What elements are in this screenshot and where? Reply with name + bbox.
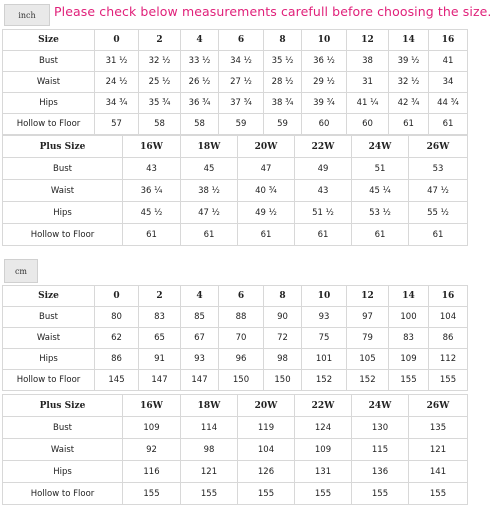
inch-standard-size-table [2,29,468,135]
measurement-cell: 92 [123,439,181,461]
size-column-header: Size [3,286,95,307]
measurement-cell: 49 [295,158,352,180]
measurement-cell: 40 ¾ [238,180,295,202]
size-header-cell: 0 [95,30,139,51]
cm-plus-size-table [2,394,468,505]
measurement-label: Bust [3,307,95,328]
measurement-cell: 45 [181,158,238,180]
measurement-cell: 109 [123,417,181,439]
measurement-cell: 61 [389,114,429,135]
measurement-cell: 31 [347,72,389,93]
size-header-cell: 6 [219,30,264,51]
size-header-cell: 8 [264,286,302,307]
measurement-cell: 98 [181,439,238,461]
measurement-cell: 65 [139,328,181,349]
measurement-cell: 145 [95,370,139,391]
measurement-cell: 67 [181,328,219,349]
measurement-label: Bust [3,417,123,439]
measurement-cell: 61 [295,224,352,246]
measurement-label: Hollow to Floor [3,370,95,391]
measurement-cell: 35 ¾ [139,93,181,114]
table-row [3,439,468,461]
size-column-header: Plus Size [3,395,123,417]
measurement-cell: 59 [264,114,302,135]
measurement-cell: 135 [409,417,468,439]
measurement-cell: 53 ½ [352,202,409,224]
inch-unit-tab: inch [4,4,50,26]
measurement-cell: 72 [264,328,302,349]
header-row [3,395,468,417]
measurement-cell: 38 [347,51,389,72]
measurement-cell: 34 ¾ [95,93,139,114]
size-header-cell: 24W [352,395,409,417]
measurement-cell: 47 ½ [181,202,238,224]
measurement-cell: 35 ½ [264,51,302,72]
measurement-label: Hollow to Floor [3,224,123,246]
measurement-cell: 79 [347,328,389,349]
size-header-cell: 20W [238,395,295,417]
measurement-cell: 41 ¼ [347,93,389,114]
inch-plus-size-table [2,135,468,246]
measurement-cell: 29 ½ [302,72,347,93]
size-header-cell: 14 [389,30,429,51]
measurement-cell: 28 ½ [264,72,302,93]
measurement-cell: 147 [181,370,219,391]
measurement-cell: 34 [429,72,468,93]
measurement-cell: 100 [389,307,429,328]
measurement-cell: 83 [389,328,429,349]
measurement-cell: 26 ½ [181,72,219,93]
table-row [3,461,468,483]
measurement-cell: 61 [409,224,468,246]
measurement-cell: 47 ½ [409,180,468,202]
measurement-label: Waist [3,180,123,202]
measurement-cell: 38 ½ [181,180,238,202]
measurement-label: Waist [3,328,95,349]
table-row [3,158,468,180]
table-row [3,202,468,224]
measurement-cell: 42 ¾ [389,93,429,114]
table-row [3,224,468,246]
table-row [3,307,468,328]
measurement-cell: 25 ½ [139,72,181,93]
measurement-cell: 61 [123,224,181,246]
measurement-cell: 155 [123,483,181,505]
measurement-cell: 45 ¼ [352,180,409,202]
table-row [3,328,468,349]
measurement-cell: 152 [302,370,347,391]
measurement-cell: 93 [302,307,347,328]
measurement-cell: 59 [219,114,264,135]
measurement-cell: 62 [95,328,139,349]
measurement-cell: 85 [181,307,219,328]
measurement-cell: 126 [238,461,295,483]
measurement-cell: 36 ¾ [181,93,219,114]
measurement-cell: 86 [429,328,468,349]
measurement-cell: 61 [429,114,468,135]
size-header-cell: 12 [347,30,389,51]
measurement-cell: 124 [295,417,352,439]
size-header-cell: 6 [219,286,264,307]
size-header-cell: 4 [181,286,219,307]
measurement-cell: 36 ½ [302,51,347,72]
measurement-cell: 39 ½ [389,51,429,72]
size-header-cell: 14 [389,286,429,307]
measurement-cell: 93 [181,349,219,370]
size-header-cell: 26W [409,395,468,417]
measurement-cell: 38 ¾ [264,93,302,114]
measurement-cell: 150 [219,370,264,391]
measurement-cell: 116 [123,461,181,483]
measurement-cell: 43 [123,158,181,180]
size-header-cell: 22W [295,136,352,158]
measurement-cell: 155 [181,483,238,505]
measurement-cell: 104 [238,439,295,461]
measurement-cell: 58 [139,114,181,135]
header-row [3,30,468,51]
header-row [3,136,468,158]
measurement-cell: 105 [347,349,389,370]
measurement-cell: 61 [181,224,238,246]
measurement-cell: 41 [429,51,468,72]
size-header-cell: 16W [123,395,181,417]
size-header-cell: 18W [181,395,238,417]
measurement-label: Hollow to Floor [3,483,123,505]
measurement-cell: 112 [429,349,468,370]
measurement-cell: 119 [238,417,295,439]
measurement-label: Hollow to Floor [3,114,95,135]
measurement-cell: 109 [295,439,352,461]
measurement-cell: 97 [347,307,389,328]
table-row [3,51,468,72]
measurement-cell: 70 [219,328,264,349]
measurement-cell: 101 [302,349,347,370]
measurement-label: Hips [3,349,95,370]
table-row [3,483,468,505]
size-header-cell: 18W [181,136,238,158]
measurement-cell: 24 ½ [95,72,139,93]
size-header-cell: 20W [238,136,295,158]
table-row [3,349,468,370]
size-header-cell: 8 [264,30,302,51]
measurement-cell: 36 ¼ [123,180,181,202]
measurement-label: Bust [3,158,123,180]
size-header-cell: 24W [352,136,409,158]
measurement-cell: 51 [352,158,409,180]
size-header-cell: 10 [302,30,347,51]
measurement-cell: 60 [302,114,347,135]
measurement-cell: 121 [181,461,238,483]
size-column-header: Size [3,30,95,51]
table-row [3,114,468,135]
table-row [3,370,468,391]
cm-unit-tab: cm [4,259,38,283]
size-header-cell: 2 [139,30,181,51]
measurement-cell: 45 ½ [123,202,181,224]
measurement-cell: 60 [347,114,389,135]
measurement-cell: 27 ½ [219,72,264,93]
measurement-cell: 114 [181,417,238,439]
size-notice: Please check below measurements carefull before choosing the size. [54,4,492,19]
table-row [3,93,468,114]
measurement-cell: 33 ½ [181,51,219,72]
measurement-cell: 32 ½ [389,72,429,93]
measurement-cell: 155 [409,483,468,505]
measurement-cell: 75 [302,328,347,349]
size-header-cell: 26W [409,136,468,158]
table-row [3,72,468,93]
measurement-cell: 49 ½ [238,202,295,224]
size-header-cell: 0 [95,286,139,307]
size-header-cell: 12 [347,286,389,307]
measurement-cell: 121 [409,439,468,461]
header-row [3,286,468,307]
measurement-cell: 141 [409,461,468,483]
measurement-cell: 136 [352,461,409,483]
measurement-cell: 88 [219,307,264,328]
measurement-cell: 90 [264,307,302,328]
measurement-cell: 150 [264,370,302,391]
size-header-cell: 22W [295,395,352,417]
measurement-cell: 155 [295,483,352,505]
measurement-cell: 152 [347,370,389,391]
measurement-cell: 57 [95,114,139,135]
measurement-cell: 80 [95,307,139,328]
measurement-cell: 39 ¾ [302,93,347,114]
measurement-cell: 98 [264,349,302,370]
measurement-cell: 155 [238,483,295,505]
size-header-cell: 16 [429,30,468,51]
measurement-cell: 61 [352,224,409,246]
measurement-cell: 53 [409,158,468,180]
measurement-cell: 83 [139,307,181,328]
measurement-cell: 130 [352,417,409,439]
size-header-cell: 2 [139,286,181,307]
measurement-cell: 61 [238,224,295,246]
measurement-label: Bust [3,51,95,72]
measurement-cell: 31 ½ [95,51,139,72]
measurement-cell: 47 [238,158,295,180]
measurement-cell: 131 [295,461,352,483]
measurement-cell: 58 [181,114,219,135]
cm-standard-size-table [2,285,468,391]
measurement-label: Hips [3,93,95,114]
measurement-cell: 55 ½ [409,202,468,224]
table-row [3,180,468,202]
size-header-cell: 10 [302,286,347,307]
measurement-cell: 86 [95,349,139,370]
measurement-cell: 115 [352,439,409,461]
measurement-cell: 37 ¾ [219,93,264,114]
measurement-cell: 147 [139,370,181,391]
measurement-label: Waist [3,72,95,93]
measurement-cell: 32 ½ [139,51,181,72]
size-column-header: Plus Size [3,136,123,158]
measurement-label: Hips [3,202,123,224]
measurement-label: Hips [3,461,123,483]
measurement-cell: 34 ½ [219,51,264,72]
measurement-cell: 43 [295,180,352,202]
size-header-cell: 16 [429,286,468,307]
measurement-cell: 155 [389,370,429,391]
table-row [3,417,468,439]
measurement-cell: 44 ¾ [429,93,468,114]
measurement-cell: 104 [429,307,468,328]
measurement-cell: 155 [352,483,409,505]
measurement-cell: 155 [429,370,468,391]
measurement-label: Waist [3,439,123,461]
size-header-cell: 4 [181,30,219,51]
measurement-cell: 91 [139,349,181,370]
measurement-cell: 96 [219,349,264,370]
measurement-cell: 51 ½ [295,202,352,224]
size-header-cell: 16W [123,136,181,158]
measurement-cell: 109 [389,349,429,370]
